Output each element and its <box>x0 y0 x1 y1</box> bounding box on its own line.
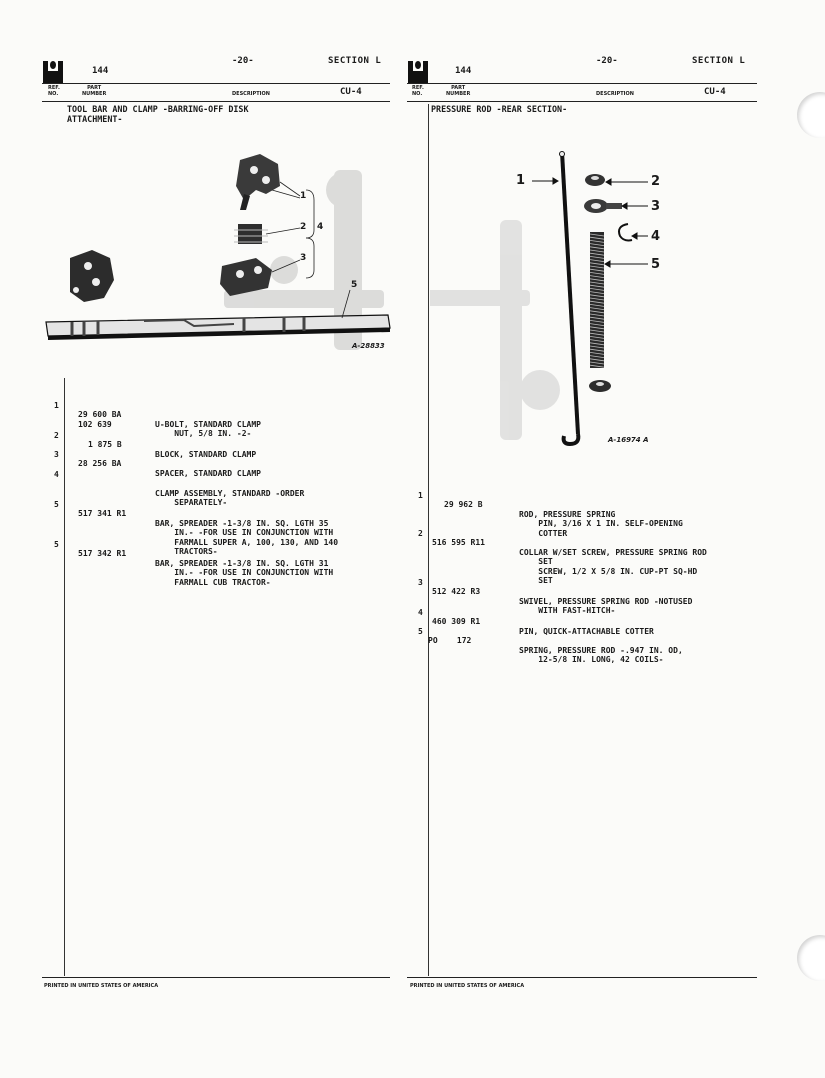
swivel-part <box>584 199 622 213</box>
right-hdr-part: PART NUMBER <box>446 85 471 97</box>
right-figure-number: A-16974 A <box>608 436 649 444</box>
ref-no: 1 <box>418 490 423 500</box>
description: PIN, QUICK-ATTACHABLE COTTER <box>519 626 654 636</box>
part-number: 460 309 R1 <box>432 617 481 626</box>
collar-part <box>585 174 605 186</box>
description: CLAMP ASSEMBLY, STANDARD -ORDER SEPARATELY- <box>155 488 305 507</box>
left-title: TOOL BAR AND CLAMP -BARRING-OFF DISK ATTACHMENT- <box>67 104 249 124</box>
part-number: 29 600 BA 102 639 <box>78 410 122 429</box>
part-number: 517 342 R1 <box>78 549 127 558</box>
description: BAR, SPREADER -1-3/8 IN. SQ. LGTH 31 IN.- -FOR USE IN CONJUNCTION WITH FARMALL CUB TRACTOR- <box>155 558 334 587</box>
description: BAR, SPREADER -1-3/8 IN. SQ. LGTH 35 IN.- -FOR USE IN CONJUNCTION WITH FARMALL SUPER A, 100, 130, AND 140 TRACTORS- <box>155 518 339 556</box>
ref-no: 2 <box>418 528 423 538</box>
left-callout-4: 4 <box>317 222 324 232</box>
ref-no: 3 <box>418 577 423 587</box>
description: ROD, PRESSURE SPRING PIN, 3/16 X 1 IN. SELF-OPENING COTTER <box>519 509 683 538</box>
description: COLLAR W/SET SCREW, PRESSURE SPRING ROD SET SCREW, 1/2 X 5/8 IN. CUP-PT SQ-HD SET <box>519 547 707 585</box>
description: U-BOLT, STANDARD CLAMP NUT, 5/8 IN. -2- <box>155 419 261 438</box>
description: SPACER, STANDARD CLAMP <box>155 468 261 478</box>
right-catalog: CU-4 <box>704 87 726 97</box>
left-hdr-desc: DESCRIPTION <box>232 91 270 97</box>
hole-top <box>797 92 825 138</box>
part-number: 516 595 R11 <box>432 538 485 547</box>
left-page-number: -20- <box>232 56 254 66</box>
right-callout-4: 4 <box>651 229 661 244</box>
left-section: SECTION L <box>328 56 382 66</box>
left-callout-5: 5 <box>351 280 358 290</box>
right-hdr-ref: REF. NO. <box>412 85 424 97</box>
bottom-collar-part <box>589 380 611 392</box>
right-page-number: -20- <box>596 56 618 66</box>
part-number: 28 256 BA <box>78 459 122 468</box>
ref-no: 5 <box>54 499 59 509</box>
ref-no: 4 <box>418 607 423 617</box>
right-callout-5: 5 <box>651 257 661 272</box>
hole-bottom <box>797 935 825 981</box>
cotter-pin-part <box>619 224 632 241</box>
description: SPRING, PRESSURE ROD -.947 IN. OD, 12-5/8 IN. LONG, 42 COILS- <box>519 645 683 664</box>
part-number: PO 172 <box>428 636 472 645</box>
clamp-assembly-part <box>70 250 114 302</box>
right-top-number: 144 <box>455 66 472 76</box>
ref-no: 5 <box>54 539 59 549</box>
left-catalog: CU-4 <box>340 87 362 97</box>
left-figure-number: A-28833 <box>352 342 385 350</box>
right-callout-2: 2 <box>651 174 661 189</box>
part-number: 29 962 B <box>444 500 483 509</box>
spring-part <box>590 232 604 368</box>
ref-no: 3 <box>54 449 59 459</box>
description: SWIVEL, PRESSURE SPRING ROD -NOTUSED WITH FAST-HITCH- <box>519 596 693 615</box>
ref-no: 4 <box>54 469 59 479</box>
left-footer: PRINTED IN UNITED STATES OF AMERICA <box>44 983 159 989</box>
clamp-block-part <box>234 224 268 244</box>
right-title: PRESSURE ROD -REAR SECTION- <box>431 104 568 114</box>
clamp-u-bolt-part <box>236 154 280 210</box>
left-hdr-ref: REF. NO. <box>48 85 60 97</box>
right-row-2 <box>414 519 759 585</box>
part-number: 512 422 R3 <box>432 587 481 596</box>
right-callout-1: 1 <box>516 173 526 188</box>
pressure-rod-part <box>560 152 579 445</box>
part-number: 517 341 R1 <box>78 509 127 518</box>
left-callout-2: 2 <box>300 222 307 232</box>
ref-no: 2 <box>54 430 59 440</box>
ref-no: 1 <box>54 400 59 410</box>
ref-no: 5 <box>418 626 423 636</box>
ih-logo-icon <box>43 61 63 83</box>
ghost-illustration <box>430 220 560 440</box>
right-callout-3: 3 <box>651 199 661 214</box>
right-footer: PRINTED IN UNITED STATES OF AMERICA <box>410 983 525 989</box>
description: BLOCK, STANDARD CLAMP <box>155 449 257 459</box>
left-row-5b <box>50 530 390 587</box>
ih-logo-icon <box>408 61 428 83</box>
left-callout-1: 1 <box>300 191 307 201</box>
left-hdr-part: PART NUMBER <box>82 85 107 97</box>
right-section: SECTION L <box>692 56 746 66</box>
left-top-number: 144 <box>92 66 109 76</box>
part-number: 1 875 B <box>88 440 122 449</box>
right-row-5 <box>414 617 759 665</box>
right-illustration <box>430 140 670 450</box>
left-callout-3: 3 <box>300 253 307 263</box>
left-illustration <box>44 150 394 365</box>
right-hdr-desc: DESCRIPTION <box>596 91 634 97</box>
